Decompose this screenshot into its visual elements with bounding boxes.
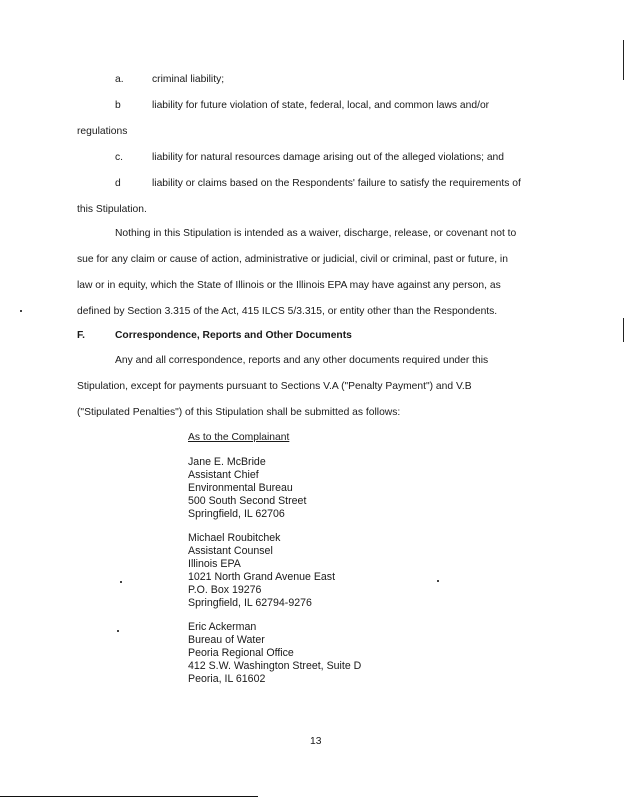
address-line: Peoria Regional Office (188, 647, 294, 659)
scan-speck (437, 580, 439, 582)
footer-rule (0, 796, 258, 797)
paragraph2-line-2: Stipulation, except for payments pursuant to Sections V.A ("Penalty Payment") and V.B (77, 381, 472, 392)
paragraph1-line-3: law or in equity, which the State of Illinois or the Illinois EPA may have against any person, as (77, 280, 501, 291)
paragraph1-line-1: Nothing in this Stipulation is intended as a waiver, discharge, release, or covenant not to (115, 228, 517, 239)
paragraph2-line-3: ("Stipulated Penalties") of this Stipulation shall be submitted as follows: (77, 407, 401, 418)
address-line: Assistant Counsel (188, 545, 273, 557)
item-b-text: liability for future violation of state, federal, local, and common laws and/or (152, 100, 490, 111)
address-line: Michael Roubitchek (188, 532, 281, 544)
scan-speck (120, 581, 122, 583)
address-line: P.O. Box 19276 (188, 584, 262, 596)
paragraph1-line-4: defined by Section 3.315 of the Act, 415 ILCS 5/3.315, or entity other than the Respondents. (77, 306, 498, 317)
item-d-text: liability or claims based on the Respondents' failure to satisfy the requirements of (152, 178, 521, 189)
address-line: Environmental Bureau (188, 482, 293, 494)
address-line: Bureau of Water (188, 634, 265, 646)
item-c-text: liability for natural resources damage arising out of the alleged violations; and (152, 152, 505, 163)
item-a-label: a. (115, 74, 124, 85)
address-line: Illinois EPA (188, 558, 241, 570)
address-line: 412 S.W. Washington Street, Suite D (188, 660, 362, 672)
section-title: Correspondence, Reports and Other Documents (115, 330, 352, 341)
section-letter: F. (77, 330, 86, 341)
item-b-label: b (115, 100, 121, 111)
address-line: Assistant Chief (188, 469, 259, 481)
address-line: 1021 North Grand Avenue East (188, 571, 336, 583)
scan-speck (20, 310, 22, 312)
item-d-continuation: this Stipulation. (77, 204, 147, 215)
scan-speck (117, 630, 119, 632)
address-line: Springfield, IL 62706 (188, 508, 285, 520)
item-a-text: criminal liability; (152, 74, 225, 85)
address-line: 500 South Second Street (188, 495, 307, 507)
address-line: Springfield, IL 62794-9276 (188, 597, 312, 609)
item-c-label: c. (115, 152, 124, 163)
paragraph1-line-2: sue for any claim or cause of action, administrative or judicial, civil or criminal, past or future, in (77, 254, 508, 265)
address-line: Peoria, IL 61602 (188, 673, 266, 685)
page-number: 13 (310, 736, 322, 747)
address-line: Eric Ackerman (188, 621, 257, 633)
item-b-continuation: regulations (77, 126, 128, 137)
item-d-label: d (115, 178, 121, 189)
complainant-heading: As to the Complainant (188, 432, 290, 443)
paragraph2-line-1: Any and all correspondence, reports and any other documents required under this (115, 355, 489, 366)
address-line: Jane E. McBride (188, 456, 266, 468)
